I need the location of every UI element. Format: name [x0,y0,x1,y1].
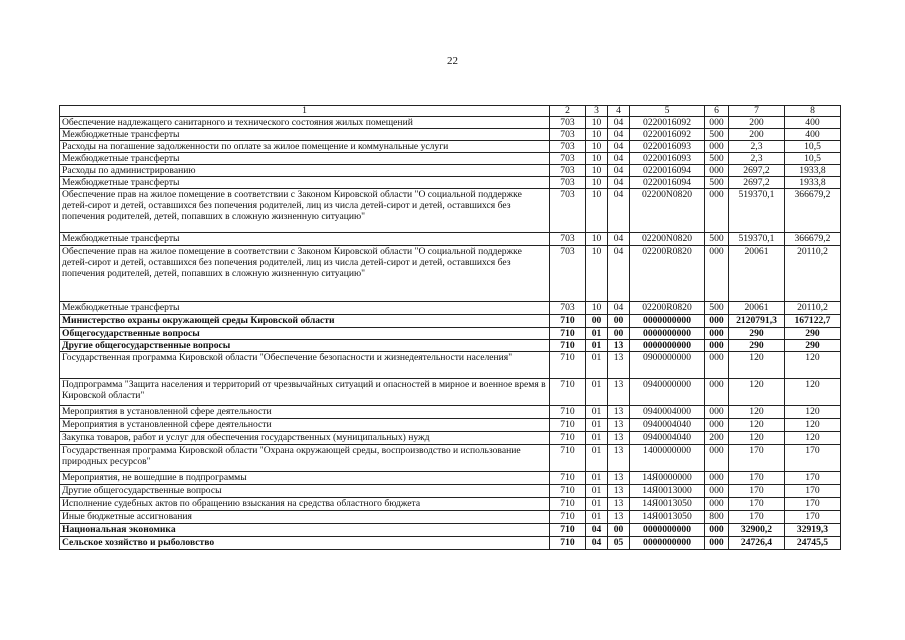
row-value-cell-7: 2120791,3 [729,315,785,328]
row-value-cell-7: 200 [729,129,785,141]
row-value-cell-2: 703 [550,233,586,246]
row-value-cell-4: 04 [608,129,630,141]
row-value-cell-7: 24726,4 [729,537,785,550]
row-value-cell-5: 02200R0820 [630,302,705,315]
row-value-cell-2: 703 [550,302,586,315]
row-value-cell-3: 10 [586,153,608,165]
row-label-cell: Закупка товаров, работ и услуг для обеспечения государственных (муниципальных) нужд [60,432,550,445]
row-value-cell-5: 1400000000 [630,445,705,472]
table-row [60,340,841,352]
row-value-cell-5: 0940004040 [630,432,705,445]
row-value-cell-6: 500 [705,153,729,165]
row-value-cell-7: 20061 [729,302,785,315]
row-value-cell-4: 00 [608,315,630,328]
row-value-cell-6: 000 [705,419,729,432]
row-value-cell-5: 0220016094 [630,177,705,189]
row-value-cell-5: 0220016093 [630,141,705,153]
row-value-cell-8: 24745,5 [785,537,841,550]
row-value-cell-6: 800 [705,511,729,524]
table-row [60,524,841,537]
row-value-cell-6: 000 [705,406,729,419]
row-value-cell-5: 0940004000 [630,406,705,419]
row-value-cell-6: 500 [705,233,729,246]
row-value-cell-2: 703 [550,117,586,129]
row-value-cell-4: 13 [608,406,630,419]
row-value-cell-8: 10,5 [785,141,841,153]
row-label-cell: Расходы на погашение задолженности по оплате за жилое помещение и коммунальные услуги [60,141,550,153]
table-row [60,511,841,524]
row-label-cell: Межбюджетные трансферты [60,302,550,315]
row-value-cell-2: 703 [550,177,586,189]
row-value-cell-8: 1933,8 [785,165,841,177]
row-value-cell-3: 01 [586,445,608,472]
row-value-cell-4: 04 [608,177,630,189]
row-value-cell-4: 04 [608,302,630,315]
row-value-cell-3: 01 [586,340,608,352]
table-row [60,498,841,511]
row-value-cell-7: 2697,2 [729,165,785,177]
row-value-cell-7: 120 [729,379,785,406]
row-value-cell-8: 170 [785,445,841,472]
row-label-cell: Другие общегосударственные вопросы [60,485,550,498]
row-value-cell-6: 000 [705,537,729,550]
row-value-cell-5: 0000000000 [630,524,705,537]
row-value-cell-4: 13 [608,432,630,445]
header-col-2: 2 [550,106,586,117]
row-value-cell-3: 01 [586,419,608,432]
row-value-cell-6: 200 [705,432,729,445]
row-value-cell-7: 32900,2 [729,524,785,537]
row-value-cell-4: 05 [608,537,630,550]
row-value-cell-8: 170 [785,511,841,524]
row-value-cell-3: 00 [586,315,608,328]
row-value-cell-4: 04 [608,141,630,153]
row-value-cell-8: 120 [785,432,841,445]
row-value-cell-6: 000 [705,379,729,406]
row-value-cell-5: 02200R0820 [630,246,705,302]
header-col-1: 1 [60,106,550,117]
row-value-cell-5: 0220016092 [630,129,705,141]
row-value-cell-7: 170 [729,498,785,511]
row-label-cell: Государственная программа Кировской области "Обеспечение безопасности и жизнедеятельности населения" [60,352,550,379]
row-value-cell-7: 20061 [729,246,785,302]
row-value-cell-7: 200 [729,117,785,129]
row-value-cell-6: 000 [705,189,729,233]
row-value-cell-8: 1933,8 [785,177,841,189]
table-row [60,379,841,406]
row-label-cell: Обеспечение прав на жилое помещение в соответствии с Законом Кировской области "О социальной поддержке детей-сирот и детей, оставшихся без попечения родителей, лиц из числа детей-сирот и детей, оставшихся без попечения родителей, детей, попавших в сложную жизненную ситуацию" [60,189,550,233]
row-value-cell-4: 13 [608,498,630,511]
row-value-cell-8: 400 [785,129,841,141]
row-value-cell-4: 04 [608,153,630,165]
table-row [60,246,841,302]
row-value-cell-6: 000 [705,352,729,379]
row-value-cell-3: 01 [586,498,608,511]
row-label-cell: Мероприятия, не вошедшие в подпрограммы [60,472,550,485]
row-label-cell: Другие общегосударственные вопросы [60,340,550,352]
row-value-cell-2: 710 [550,315,586,328]
table-row [60,352,841,379]
row-value-cell-4: 13 [608,445,630,472]
row-value-cell-2: 710 [550,419,586,432]
row-value-cell-3: 01 [586,511,608,524]
row-value-cell-7: 290 [729,340,785,352]
row-value-cell-6: 000 [705,246,729,302]
header-col-8: 8 [785,106,841,117]
row-value-cell-5: 0000000000 [630,340,705,352]
row-value-cell-3: 01 [586,352,608,379]
row-value-cell-7: 2,3 [729,153,785,165]
row-value-cell-5: 14Я0013050 [630,511,705,524]
row-value-cell-6: 000 [705,485,729,498]
row-value-cell-2: 703 [550,153,586,165]
row-value-cell-7: 120 [729,406,785,419]
row-label-cell: Межбюджетные трансферты [60,177,550,189]
row-label-cell: Подпрограмма "Защита населения и территорий от чрезвычайных ситуаций и опасностей в мирное и военное время в Кировской области" [60,379,550,406]
row-value-cell-8: 170 [785,498,841,511]
row-value-cell-8: 20110,2 [785,246,841,302]
row-label-cell: Мероприятия в установленной сфере деятельности [60,419,550,432]
table-row [60,165,841,177]
row-value-cell-2: 703 [550,141,586,153]
row-value-cell-6: 000 [705,340,729,352]
table-row [60,141,841,153]
row-value-cell-8: 120 [785,352,841,379]
row-value-cell-6: 000 [705,165,729,177]
row-value-cell-5: 0220016094 [630,165,705,177]
row-value-cell-6: 000 [705,445,729,472]
row-value-cell-7: 519370,1 [729,189,785,233]
table-row [60,117,841,129]
row-value-cell-5: 02200N0820 [630,189,705,233]
row-value-cell-2: 710 [550,485,586,498]
row-value-cell-8: 366679,2 [785,189,841,233]
row-value-cell-3: 10 [586,189,608,233]
row-value-cell-4: 04 [608,246,630,302]
table-row [60,129,841,141]
row-value-cell-2: 710 [550,352,586,379]
row-value-cell-6: 000 [705,141,729,153]
row-value-cell-2: 703 [550,246,586,302]
row-value-cell-3: 10 [586,117,608,129]
row-value-cell-5: 0220016093 [630,153,705,165]
row-value-cell-8: 366679,2 [785,233,841,246]
header-col-6: 6 [705,106,729,117]
row-value-cell-3: 10 [586,165,608,177]
row-value-cell-3: 01 [586,328,608,340]
row-value-cell-4: 04 [608,233,630,246]
header-col-3: 3 [586,106,608,117]
row-label-cell: Обеспечение надлежащего санитарного и технического состояния жилых помещений [60,117,550,129]
header-col-4: 4 [608,106,630,117]
header-col-5: 5 [630,106,705,117]
row-value-cell-5: 14Я0013050 [630,498,705,511]
row-label-cell: Общегосударственные вопросы [60,328,550,340]
row-label-cell: Межбюджетные трансферты [60,233,550,246]
row-value-cell-4: 04 [608,189,630,233]
row-value-cell-8: 290 [785,328,841,340]
table-row [60,472,841,485]
row-value-cell-3: 04 [586,537,608,550]
row-value-cell-7: 170 [729,445,785,472]
row-value-cell-3: 10 [586,141,608,153]
row-value-cell-2: 710 [550,432,586,445]
row-value-cell-4: 00 [608,524,630,537]
header-col-7: 7 [729,106,785,117]
row-value-cell-7: 120 [729,352,785,379]
row-value-cell-3: 01 [586,379,608,406]
row-value-cell-8: 170 [785,472,841,485]
row-value-cell-2: 710 [550,537,586,550]
row-value-cell-3: 01 [586,472,608,485]
row-value-cell-5: 0940000000 [630,379,705,406]
row-label-cell: Межбюджетные трансферты [60,153,550,165]
table-row [60,233,841,246]
row-value-cell-8: 10,5 [785,153,841,165]
row-value-cell-4: 04 [608,165,630,177]
row-value-cell-3: 01 [586,406,608,419]
table-row [60,445,841,472]
row-value-cell-8: 120 [785,419,841,432]
row-value-cell-7: 170 [729,472,785,485]
row-value-cell-4: 13 [608,340,630,352]
row-value-cell-3: 10 [586,129,608,141]
row-label-cell: Исполнение судебных актов по обращению взыскания на средства областного бюджета [60,498,550,511]
page-number: 22 [447,55,458,67]
row-value-cell-8: 400 [785,117,841,129]
row-value-cell-3: 01 [586,485,608,498]
row-value-cell-7: 2697,2 [729,177,785,189]
row-value-cell-6: 000 [705,117,729,129]
row-label-cell: Межбюджетные трансферты [60,129,550,141]
row-value-cell-7: 170 [729,485,785,498]
row-value-cell-6: 000 [705,472,729,485]
row-value-cell-7: 170 [729,511,785,524]
row-value-cell-3: 10 [586,246,608,302]
row-value-cell-8: 170 [785,485,841,498]
row-value-cell-6: 000 [705,315,729,328]
row-value-cell-3: 04 [586,524,608,537]
row-value-cell-2: 710 [550,498,586,511]
table-row [60,177,841,189]
row-value-cell-2: 703 [550,129,586,141]
row-value-cell-6: 500 [705,129,729,141]
table-row [60,432,841,445]
table-row [60,153,841,165]
row-value-cell-2: 710 [550,472,586,485]
table-row [60,485,841,498]
row-value-cell-8: 32919,3 [785,524,841,537]
row-value-cell-5: 0000000000 [630,315,705,328]
row-value-cell-4: 13 [608,485,630,498]
row-value-cell-7: 120 [729,419,785,432]
row-value-cell-4: 13 [608,419,630,432]
row-value-cell-4: 13 [608,379,630,406]
row-value-cell-6: 500 [705,177,729,189]
table-row [60,189,841,233]
row-value-cell-2: 710 [550,406,586,419]
row-label-cell: Иные бюджетные ассигнования [60,511,550,524]
row-value-cell-5: 14Я0013000 [630,485,705,498]
row-label-cell: Министерство охраны окружающей среды Кировской области [60,315,550,328]
row-value-cell-2: 710 [550,340,586,352]
row-value-cell-4: 13 [608,511,630,524]
row-value-cell-8: 167122,7 [785,315,841,328]
row-value-cell-7: 519370,1 [729,233,785,246]
row-value-cell-4: 04 [608,117,630,129]
row-value-cell-8: 120 [785,379,841,406]
row-value-cell-7: 2,3 [729,141,785,153]
row-value-cell-6: 000 [705,328,729,340]
row-value-cell-2: 710 [550,524,586,537]
row-value-cell-2: 703 [550,165,586,177]
row-value-cell-6: 500 [705,302,729,315]
table-row [60,302,841,315]
row-value-cell-5: 0000000000 [630,537,705,550]
budget-table [59,105,841,550]
row-value-cell-8: 120 [785,406,841,419]
row-value-cell-3: 01 [586,432,608,445]
row-label-cell: Государственная программа Кировской области "Охрана окружающей среды, воспроизводство и использование природных ресурсов" [60,445,550,472]
row-label-cell: Расходы по администрированию [60,165,550,177]
row-label-cell: Сельское хозяйство и рыболовство [60,537,550,550]
row-value-cell-3: 10 [586,302,608,315]
row-value-cell-8: 20110,2 [785,302,841,315]
row-label-cell: Национальная экономика [60,524,550,537]
row-value-cell-6: 000 [705,524,729,537]
row-value-cell-3: 10 [586,177,608,189]
row-value-cell-4: 13 [608,352,630,379]
row-value-cell-2: 710 [550,328,586,340]
table-row [60,328,841,340]
row-value-cell-7: 120 [729,432,785,445]
row-value-cell-5: 0900000000 [630,352,705,379]
row-label-cell: Обеспечение прав на жилое помещение в соответствии с Законом Кировской области "О социальной поддержке детей-сирот и детей, оставшихся без попечения родителей, лиц из числа детей-сирот и детей, оставшихся без попечения родителей, детей, попавших в сложную жизненную ситуацию" [60,246,550,302]
table-row [60,537,841,550]
row-value-cell-2: 703 [550,189,586,233]
row-value-cell-5: 14Я0000000 [630,472,705,485]
row-value-cell-5: 0220016092 [630,117,705,129]
row-value-cell-4: 13 [608,472,630,485]
table-row [60,419,841,432]
header-row [60,106,841,117]
table-body [60,117,841,550]
table-row [60,315,841,328]
row-value-cell-2: 710 [550,379,586,406]
table-row [60,406,841,419]
row-value-cell-5: 0940004040 [630,419,705,432]
row-value-cell-2: 710 [550,445,586,472]
row-value-cell-5: 02200N0820 [630,233,705,246]
row-value-cell-7: 290 [729,328,785,340]
row-value-cell-3: 10 [586,233,608,246]
row-value-cell-6: 000 [705,498,729,511]
row-value-cell-5: 0000000000 [630,328,705,340]
row-value-cell-4: 00 [608,328,630,340]
row-value-cell-2: 710 [550,511,586,524]
row-label-cell: Мероприятия в установленной сфере деятельности [60,406,550,419]
row-value-cell-8: 290 [785,340,841,352]
